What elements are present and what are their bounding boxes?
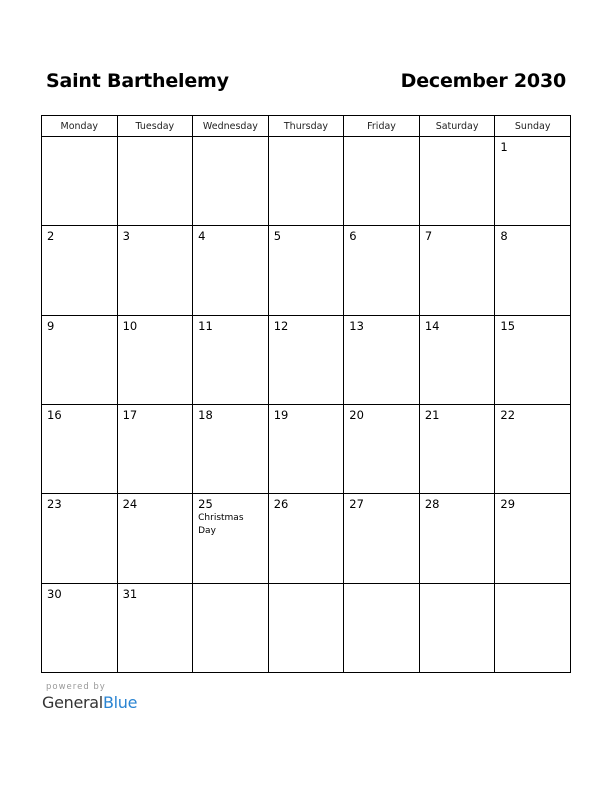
day-number: 13 bbox=[349, 318, 364, 333]
calendar-day-cell bbox=[268, 404, 344, 493]
day-number: 22 bbox=[500, 407, 516, 422]
day-number: 16 bbox=[47, 407, 62, 422]
day-number: 20 bbox=[349, 407, 364, 422]
calendar-day-cell bbox=[42, 315, 118, 404]
calendar-day-cell bbox=[42, 583, 118, 672]
calendar-day-cell bbox=[117, 226, 193, 315]
day-number: 6 bbox=[349, 229, 357, 244]
weekday-header: Wednesday bbox=[193, 116, 269, 137]
day-number bbox=[420, 137, 495, 140]
calendar-day-cell bbox=[268, 226, 344, 315]
calendar-day-cell bbox=[117, 583, 193, 672]
calendar-day-cell bbox=[117, 494, 193, 583]
day-number bbox=[495, 584, 570, 587]
day-number bbox=[344, 584, 419, 587]
calendar-day-cell bbox=[344, 494, 420, 583]
calendar-day-cell bbox=[419, 583, 495, 672]
calendar-day-cell bbox=[344, 137, 420, 226]
calendar-day-cell bbox=[42, 226, 118, 315]
calendar-day-cell bbox=[117, 404, 193, 493]
weekday-header: Saturday bbox=[419, 116, 495, 137]
holiday-label: Christmas Day bbox=[198, 513, 244, 537]
day-number bbox=[193, 584, 268, 587]
calendar-day-cell bbox=[193, 404, 269, 493]
day-number bbox=[344, 137, 419, 140]
day-number bbox=[193, 137, 268, 140]
weekday-header: Friday bbox=[344, 116, 420, 137]
calendar-day-cell bbox=[344, 583, 420, 672]
day-number: 15 bbox=[500, 318, 516, 333]
day-number: 31 bbox=[122, 586, 138, 601]
calendar-week-row bbox=[42, 404, 571, 493]
day-number: 26 bbox=[273, 497, 289, 512]
generalblue-logo[interactable] bbox=[42, 693, 137, 712]
calendar-day-cell bbox=[117, 315, 193, 404]
calendar-day-cell bbox=[495, 494, 571, 583]
calendar-day-cell bbox=[419, 494, 495, 583]
day-number: 27 bbox=[349, 497, 364, 512]
calendar-day-cell bbox=[193, 583, 269, 672]
calendar-day-cell bbox=[117, 137, 193, 226]
calendar-day-cell bbox=[193, 226, 269, 315]
calendar-week-row bbox=[42, 226, 571, 315]
day-number: 28 bbox=[424, 497, 440, 512]
day-number: 4 bbox=[198, 229, 206, 244]
month-year-title: December 2030 bbox=[400, 70, 566, 92]
day-number: 12 bbox=[273, 318, 289, 333]
brand-general: General bbox=[42, 693, 103, 712]
day-number bbox=[269, 137, 344, 140]
calendar-day-cell bbox=[419, 226, 495, 315]
day-number: 19 bbox=[273, 407, 289, 422]
weekday-header: Tuesday bbox=[117, 116, 193, 137]
calendar-week-row bbox=[42, 583, 571, 672]
calendar-day-cell bbox=[268, 137, 344, 226]
day-number bbox=[420, 584, 495, 587]
calendar-grid bbox=[41, 115, 571, 673]
calendar-day-cell bbox=[268, 315, 344, 404]
day-number: 21 bbox=[424, 407, 440, 422]
calendar-day-cell bbox=[495, 137, 571, 226]
calendar-day-cell bbox=[268, 494, 344, 583]
calendar-header bbox=[46, 70, 566, 100]
weekday-header: Thursday bbox=[268, 116, 344, 137]
weekday-header: Monday bbox=[42, 116, 118, 137]
calendar-day-cell bbox=[344, 226, 420, 315]
calendar-day-cell bbox=[42, 404, 118, 493]
day-number: 14 bbox=[424, 318, 440, 333]
calendar-week-row bbox=[42, 315, 571, 404]
calendar-day-cell bbox=[419, 315, 495, 404]
calendar-day-cell bbox=[193, 137, 269, 226]
calendar-day-cell bbox=[344, 315, 420, 404]
powered-by-label: powered by bbox=[46, 682, 106, 692]
day-number bbox=[118, 137, 193, 140]
day-number: 23 bbox=[47, 497, 62, 512]
day-number: 10 bbox=[122, 318, 138, 333]
calendar-week-row bbox=[42, 494, 571, 583]
day-number: 30 bbox=[47, 586, 62, 601]
day-number: 7 bbox=[424, 229, 433, 244]
day-number: 9 bbox=[47, 318, 55, 333]
calendar-day-cell bbox=[419, 137, 495, 226]
day-number: 29 bbox=[500, 497, 516, 512]
day-number: 5 bbox=[273, 229, 282, 244]
day-number: 2 bbox=[47, 229, 55, 244]
calendar-day-cell bbox=[495, 404, 571, 493]
day-number: 8 bbox=[500, 229, 508, 244]
calendar-day-cell bbox=[495, 226, 571, 315]
calendar-day-cell bbox=[495, 315, 571, 404]
calendar-day-cell bbox=[268, 583, 344, 672]
calendar-day-cell bbox=[419, 404, 495, 493]
calendar-day-cell bbox=[42, 494, 118, 583]
day-number: 25 bbox=[198, 497, 213, 512]
brand-blue: Blue bbox=[102, 693, 138, 712]
day-number: 3 bbox=[122, 229, 130, 244]
country-title: Saint Barthelemy bbox=[46, 70, 229, 92]
day-number bbox=[269, 584, 344, 587]
calendar-week-row bbox=[42, 137, 571, 226]
weekday-header-row bbox=[42, 116, 571, 137]
day-number: 17 bbox=[122, 407, 138, 422]
day-number: 1 bbox=[500, 140, 508, 154]
day-number: 18 bbox=[198, 407, 213, 422]
calendar-day-cell bbox=[42, 137, 118, 226]
day-number bbox=[42, 137, 117, 140]
calendar-day-cell bbox=[495, 583, 571, 672]
calendar-day-cell bbox=[193, 315, 269, 404]
calendar-day-cell bbox=[193, 494, 269, 583]
day-number: 11 bbox=[198, 318, 213, 333]
calendar-day-cell bbox=[344, 404, 420, 493]
day-number: 24 bbox=[122, 497, 138, 512]
weekday-header: Sunday bbox=[495, 116, 571, 137]
